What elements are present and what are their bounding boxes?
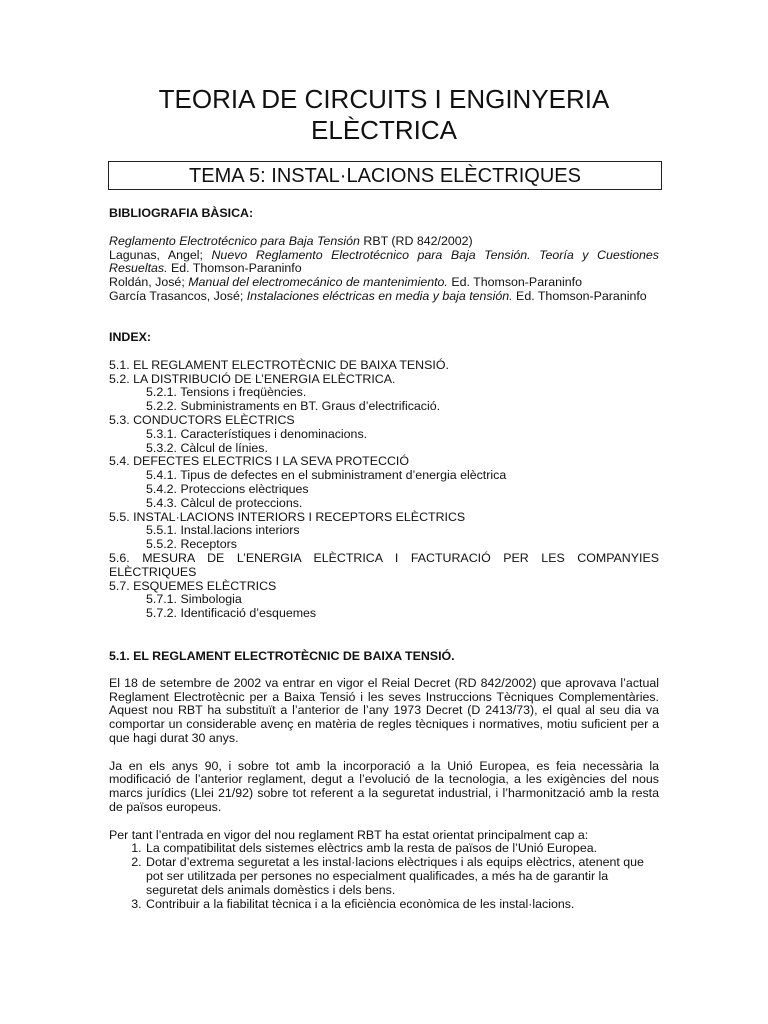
title-line-2: ELÈCTRICA [311, 115, 457, 145]
section-5-1 [109, 650, 659, 911]
section-heading: 5.1. EL REGLAMENT ELECTROTÈCNIC DE BAIXA TENSIÓ. [109, 649, 455, 663]
book-author: Roldán, José; [109, 275, 189, 290]
index-subitem: 5.4.1. Tipus de defectes en el subministrament d’energia elèctrica [146, 468, 507, 483]
objectives-list [109, 842, 659, 911]
document-title [0, 84, 768, 146]
paragraph-2: Ja en els anys 90, i sobre tot amb la incorporació a la Unió Europea, es feia necessària la modificació de l’anterior reglament, degut a l’evolució de la tecnologia, a les exigències del nous marcs jurídics (Llei 21/92) sobre tot referent a la seguretat industrial, i l’harmonització amb la resta de països europeus. [109, 758, 659, 814]
book-info: Ed. Thomson-Paraninfo [512, 288, 647, 303]
index-item: 5.7. ESQUEMES ELÈCTRICS [109, 578, 277, 593]
index-subitem: 5.4.3. Càlcul de proteccions. [146, 495, 303, 510]
bibliography-entry [109, 290, 659, 304]
book-title: Instalaciones eléctricas en media y baja tensión. [246, 288, 513, 303]
index-subitem: 5.5.1. Instal.lacions interiors [146, 523, 300, 538]
book-info: RBT (RD 842/2002) [359, 233, 473, 248]
bibliography-entry [109, 249, 659, 277]
book-title: Manual del electromecánico de mantenimiento. [188, 275, 448, 290]
bibliography-entry [109, 276, 659, 290]
paragraph-3: Per tant l’entrada en vigor del nou reglament RBT ha estat orientat principalment cap a: [109, 827, 589, 842]
index-item: 5.5. INSTAL·LACIONS INTERIORS I RECEPTORS ELÈCTRICS [109, 509, 466, 524]
index-item: 5.6. MESURA DE L’ENERGIA ELÈCTRICA I FACTURACIÓ PER LES COMPANYIES ELÈCTRIQUES [109, 550, 659, 579]
list-item: 1. La compatibilitat dels sistemes elèctrics amb la resta de països de l’Unió Europea. [145, 842, 659, 856]
index-item: 5.1. EL REGLAMENT ELECTROTÈCNIC DE BAIXA TENSIÓ. [109, 357, 449, 372]
index-subitem: 5.7.2. Identificació d’esquemes [146, 606, 317, 621]
index-item: 5.4. DEFECTES ELECTRICS I LA SEVA PROTECCIÓ [109, 454, 409, 469]
paragraph-1: El 18 de setembre de 2002 va entrar en vigor el Reial Decret (RD 842/2002) que aprovava l’actual Reglament Electrotècnic per a Baixa Tensió i les seves Instruccions Tècniques Complementàries. Aquest nou RBT ha substituït a l’anterior de l’any 1973 Decret (D 2413/73), el qual al seu dia va comportar un considerable avenç en matèria de regles tècniques i normatives, motiu suficient per a que hagi durat 30 anys. [109, 675, 659, 745]
book-info: Ed. Thomson-Paraninfo [447, 275, 582, 290]
index-subitem: 5.2.1. Tensions i freqüències. [146, 385, 307, 400]
bibliography-section [109, 207, 659, 304]
book-author: García Trasancos, José; [109, 288, 247, 303]
book-info: Ed. Thomson-Paraninfo [167, 261, 302, 276]
book-title: Nuevo Reglamento Electrotécnico para Baja Tensión. Teoría y Cuestiones Resueltas. [109, 247, 659, 276]
book-author: Lagunas, Angel; [109, 247, 212, 262]
bibliography-entry [109, 235, 659, 249]
index-item: 5.3. CONDUCTORS ELÈCTRICS [109, 412, 295, 427]
index-section [109, 331, 659, 621]
index-subitem: 5.7.1. Simbologia [146, 592, 242, 607]
index-item: 5.2. LA DISTRIBUCIÓ DE L’ENERGIA ELÈCTRICA. [109, 371, 396, 386]
theme-title-box: TEMA 5: INSTAL·LACIONS ELÈCTRIQUES [108, 161, 662, 190]
index-list [109, 359, 659, 621]
index-subitem: 5.3.2. Càlcul de línies. [146, 440, 268, 455]
index-subitem: 5.4.2. Proteccions elèctriques [146, 481, 309, 496]
index-heading: INDEX: [109, 330, 151, 344]
book-title: Reglamento Electrotécnico para Baja Tensión [109, 233, 360, 248]
list-item: 3. Contribuir a la fiabilitat tècnica i a la eficiència econòmica de les instal·lacions. [145, 898, 659, 912]
list-item: 2. Dotar d’extrema seguretat a les instal·lacions elèctriques i als equips elèctrics, atenent que pot ser utilitzada per persones no especialment qualificades, a més ha de garantir la seguretat dels animals domèstics i dels bens. [145, 856, 659, 897]
index-subitem: 5.2.2. Subministraments en BT. Graus d’electrificació. [146, 399, 441, 414]
index-subitem: 5.3.1. Característiques i denominacions. [146, 426, 368, 441]
title-line-1: TEORIA DE CIRCUITS I ENGINYERIA [158, 84, 610, 114]
bibliography-heading: BIBLIOGRAFIA BÀSICA: [109, 206, 254, 220]
index-subitem: 5.5.2. Receptors [146, 537, 237, 552]
